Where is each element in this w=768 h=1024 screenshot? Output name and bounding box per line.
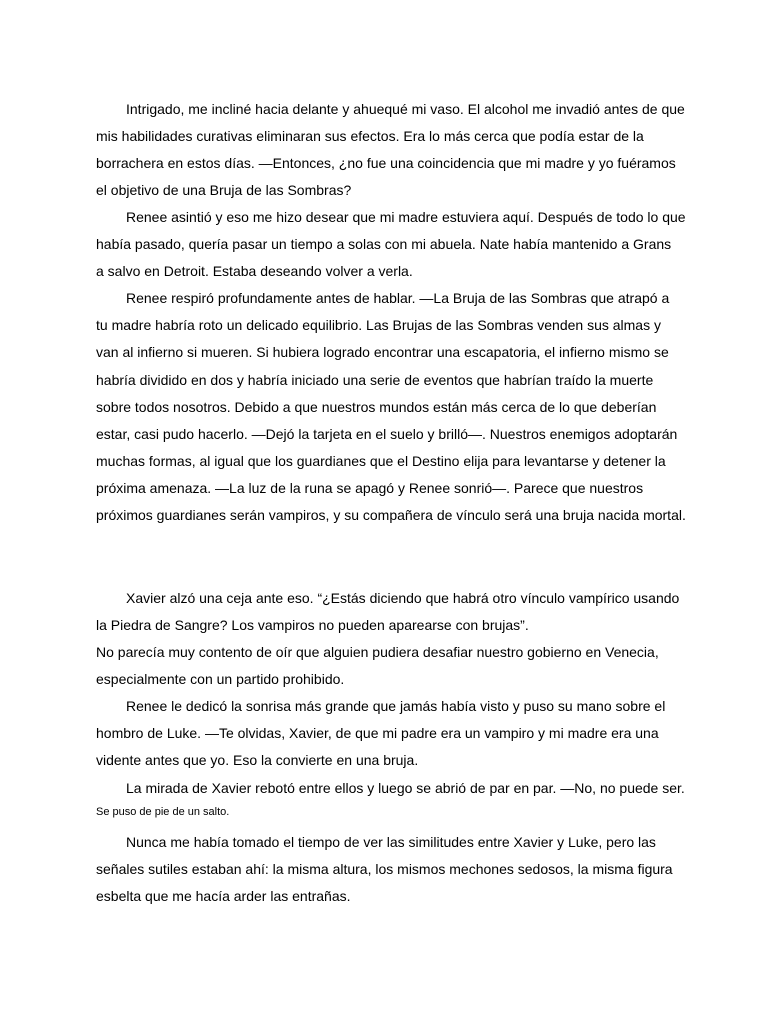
text-line: a salvo en Detroit. Estaba deseando volver a verla.	[96, 263, 413, 279]
text-line: especialmente con un partido prohibido.	[96, 671, 345, 687]
text-line: sobre todos nosotros. Debido a que nuestros mundos están más cerca de lo que deberían	[96, 399, 657, 415]
text-line: esbelta que me hacía arder las entrañas.	[96, 888, 351, 904]
text-line: Renee le dedicó la sonrisa más grande que jamás había visto y puso su mano sobre el	[126, 698, 666, 714]
text-line: Renee asintió y eso me hizo desear que mi madre estuviera aquí. Después de todo lo que	[126, 209, 686, 225]
text-line: Nunca me había tomado el tiempo de ver las similitudes entre Xavier y Luke, pero las	[126, 834, 656, 850]
text-line: No parecía muy contento de oír que alguien pudiera desafiar nuestro gobierno en Venecia,	[96, 644, 659, 660]
text-line: había pasado, quería pasar un tiempo a solas con mi abuela. Nate había mantenido a Grans	[96, 236, 672, 252]
text-line: vidente antes que yo. Eso la convierte en una bruja.	[96, 752, 419, 768]
text-line: Intrigado, me incliné hacia delante y ahuequé mi vaso. El alcohol me invadió antes de que	[126, 101, 685, 117]
text-line: muchas formas, al igual que los guardianes que el Destino elija para levantarse y detener la	[96, 453, 666, 469]
text-line: Xavier alzó una ceja ante eso. “¿Estás diciendo que habrá otro vínculo vampírico usando	[126, 590, 680, 606]
text-line: habría dividido en dos y habría iniciado una serie de eventos que habrían traído la muerte	[96, 372, 654, 388]
text-line: señales sutiles estaban ahí: la misma altura, los mismos mechones sedosos, la misma figura	[96, 861, 673, 877]
text-line: estar, casi pudo hacerlo. —Dejó la tarjeta en el suelo y brilló—. Nuestros enemigos adoptarán	[96, 426, 678, 442]
text-line: próximos guardianes serán vampiros, y su compañera de vínculo será una bruja nacida mortal.	[96, 507, 686, 523]
text-line: La mirada de Xavier rebotó entre ellos y luego se abrió de par en par. —No, no puede ser.	[126, 780, 685, 796]
text-line: próxima amenaza. —La luz de la runa se apagó y Renee sonrió—. Parece que nuestros	[96, 480, 644, 496]
text-line: hombro de Luke. —Te olvidas, Xavier, de que mi padre era un vampiro y mi madre era una	[96, 725, 659, 741]
text-line: Renee respiró profundamente antes de hablar. —La Bruja de las Sombras que atrapó a	[126, 290, 670, 306]
text-line: borrachera en estos días. —Entonces, ¿no fue una coincidencia que mi madre y yo fuéramos	[96, 155, 676, 171]
text-line: la Piedra de Sangre? Los vampiros no pueden aparearse con brujas”.	[96, 617, 529, 633]
text-line: tu madre habría roto un delicado equilibrio. Las Brujas de las Sombras venden sus almas y	[96, 317, 661, 333]
text-line: van al infierno si mueren. Si hubiera logrado encontrar una escapatoria, el infierno mismo se	[96, 344, 669, 360]
text-line: el objetivo de una Bruja de las Sombras?	[96, 182, 352, 198]
text-line: Se puso de pie de un salto.	[96, 806, 230, 818]
text-line: mis habilidades curativas eliminaran sus efectos. Era lo más cerca que podía estar de la	[96, 128, 644, 144]
